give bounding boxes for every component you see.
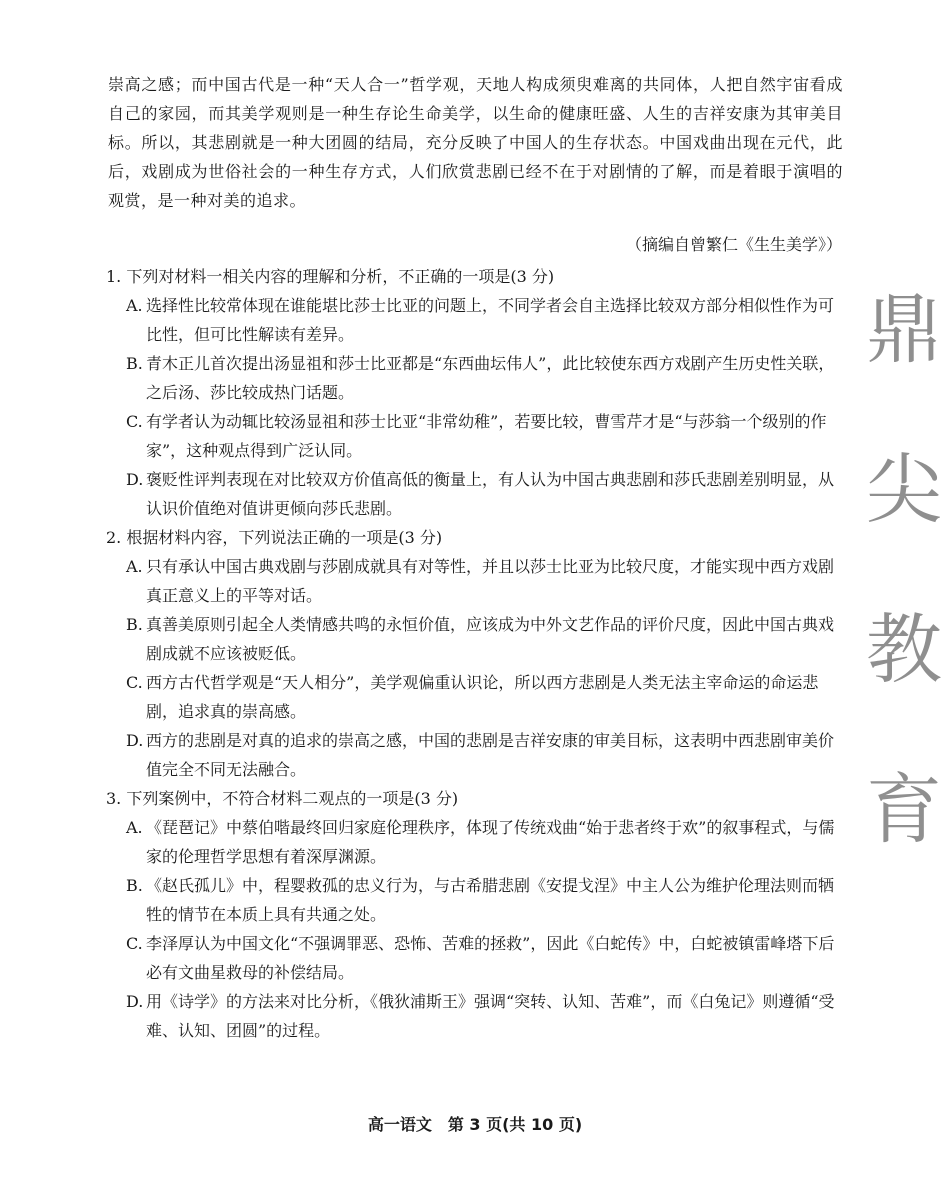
- option-letter: D.: [126, 470, 144, 489]
- option-text: 青木正儿首次提出汤显祖和莎士比亚都是“东西曲坛伟人”，此比较使东西方戏剧产生历史性关联，之后汤、莎比较成热门话题。: [146, 354, 835, 402]
- option-letter: A.: [126, 296, 143, 315]
- option-b: [126, 349, 846, 407]
- option-letter: B.: [126, 876, 143, 895]
- option-b: [126, 871, 846, 929]
- option-text: 真善美原则引起全人类情感共鸣的永恒价值，应该成为中外文艺作品的评价尺度，因此中国古典戏剧成就不应该被贬低。: [146, 615, 835, 663]
- option-text: 《琵琶记》中蔡伯喈最终回归家庭伦理秩序，体现了传统戏曲“始于悲者终于欢”的叙事程式，与儒家的伦理哲学思想有着深厚渊源。: [146, 818, 835, 866]
- page-footer: 高一语文 第 3 页(共 10 页): [367, 1115, 583, 1134]
- question-2: [106, 523, 846, 784]
- question-list: [106, 262, 846, 1045]
- option-text: 用《诗学》的方法来对比分析，《俄狄浦斯王》强调“突转、认知、苦难”，而《白兔记》则遵循“受难、认知、团圆”的过程。: [146, 992, 835, 1040]
- option-c: [126, 929, 846, 987]
- option-text: 西方古代哲学观是“天人相分”，美学观偏重认识论，所以西方悲剧是人类无法主宰命运的命运悲剧，追求真的崇高感。: [146, 673, 819, 721]
- watermark: [862, 285, 946, 932]
- option-letter: D.: [126, 731, 144, 750]
- option-a: [126, 552, 846, 610]
- watermark-char: 鼎: [866, 285, 942, 374]
- option-text: 西方的悲剧是对真的追求的崇高之感，中国的悲剧是吉祥安康的审美目标，这表明中西悲剧审美价值完全不同无法融合。: [146, 731, 835, 779]
- option-text: 褒贬性评判表现在对比较双方价值高低的衡量上，有人认为中国古典悲剧和莎氏悲剧差别明显，从认识价值绝对值讲更倾向莎氏悲剧。: [146, 470, 835, 518]
- passage-continuation: [108, 70, 843, 215]
- option-d: [126, 987, 846, 1045]
- question-stem: 2. 根据材料内容，下列说法正确的一项是(3 分): [106, 528, 443, 547]
- passage-source: （摘编自曾繁仁《生生美学》）: [625, 235, 842, 254]
- question-1: [106, 262, 846, 523]
- option-text: 有学者认为动辄比较汤显祖和莎士比亚“非常幼稚”，若要比较，曹雪芹才是“与莎翁一个级别的作家”，这种观点得到广泛认同。: [146, 412, 827, 460]
- option-c: [126, 407, 846, 465]
- question-stem: 3. 下列案例中，不符合材料二观点的一项是(3 分): [106, 789, 459, 808]
- option-a: [126, 291, 846, 349]
- option-a: [126, 813, 846, 871]
- watermark-char: 教: [866, 605, 942, 694]
- option-letter: B.: [126, 354, 143, 373]
- option-text: 只有承认中国古典戏剧与莎剧成就具有对等性，并且以莎士比亚为比较尺度，才能实现中西方戏剧真正意义上的平等对话。: [146, 557, 835, 605]
- option-letter: C.: [126, 412, 143, 431]
- option-d: [126, 726, 846, 784]
- watermark-char: 育: [866, 765, 942, 854]
- option-d: [126, 465, 846, 523]
- option-b: [126, 610, 846, 668]
- option-text: 《赵氏孤儿》中，程婴救孤的忠义行为，与古希腊悲剧《安提戈涅》中主人公为维护伦理法则而牺牲的情节在本质上具有共通之处。: [146, 876, 835, 924]
- question-3: [106, 784, 846, 1045]
- option-letter: C.: [126, 934, 143, 953]
- option-letter: B.: [126, 615, 143, 634]
- option-text: 李泽厚认为中国文化“不强调罪恶、恐怖、苦难的拯救”，因此《白蛇传》中，白蛇被镇雷峰塔下后必有文曲星救母的补偿结局。: [146, 934, 835, 982]
- option-letter: C.: [126, 673, 143, 692]
- passage-text: 崇高之感；而中国古代是一种“天人合一”哲学观，天地人构成须臾难离的共同体，人把自然宇宙看成自己的家园，而其美学观则是一种生存论生命美学，以生命的健康旺盛、人生的吉祥安康为其审美目标。所以，其悲剧就是一种大团圆的结局，充分反映了中国人的生存状态。中国戏曲出现在元代，此后，戏剧成为世俗社会的一种生存方式，人们欣赏悲剧已经不在于对剧情的了解，而是着眼于演唱的观赏，是一种对美的追求。: [108, 75, 843, 210]
- option-letter: D.: [126, 992, 144, 1011]
- option-text: 选择性比较常体现在谁能堪比莎士比亚的问题上，不同学者会自主选择比较双方部分相似性作为可比性，但可比性解读有差异。: [146, 296, 835, 344]
- option-letter: A.: [126, 818, 143, 837]
- watermark-char: 尖: [866, 445, 942, 534]
- question-stem: 1. 下列对材料一相关内容的理解和分析，不正确的一项是(3 分): [106, 267, 555, 286]
- option-c: [126, 668, 846, 726]
- option-letter: A.: [126, 557, 143, 576]
